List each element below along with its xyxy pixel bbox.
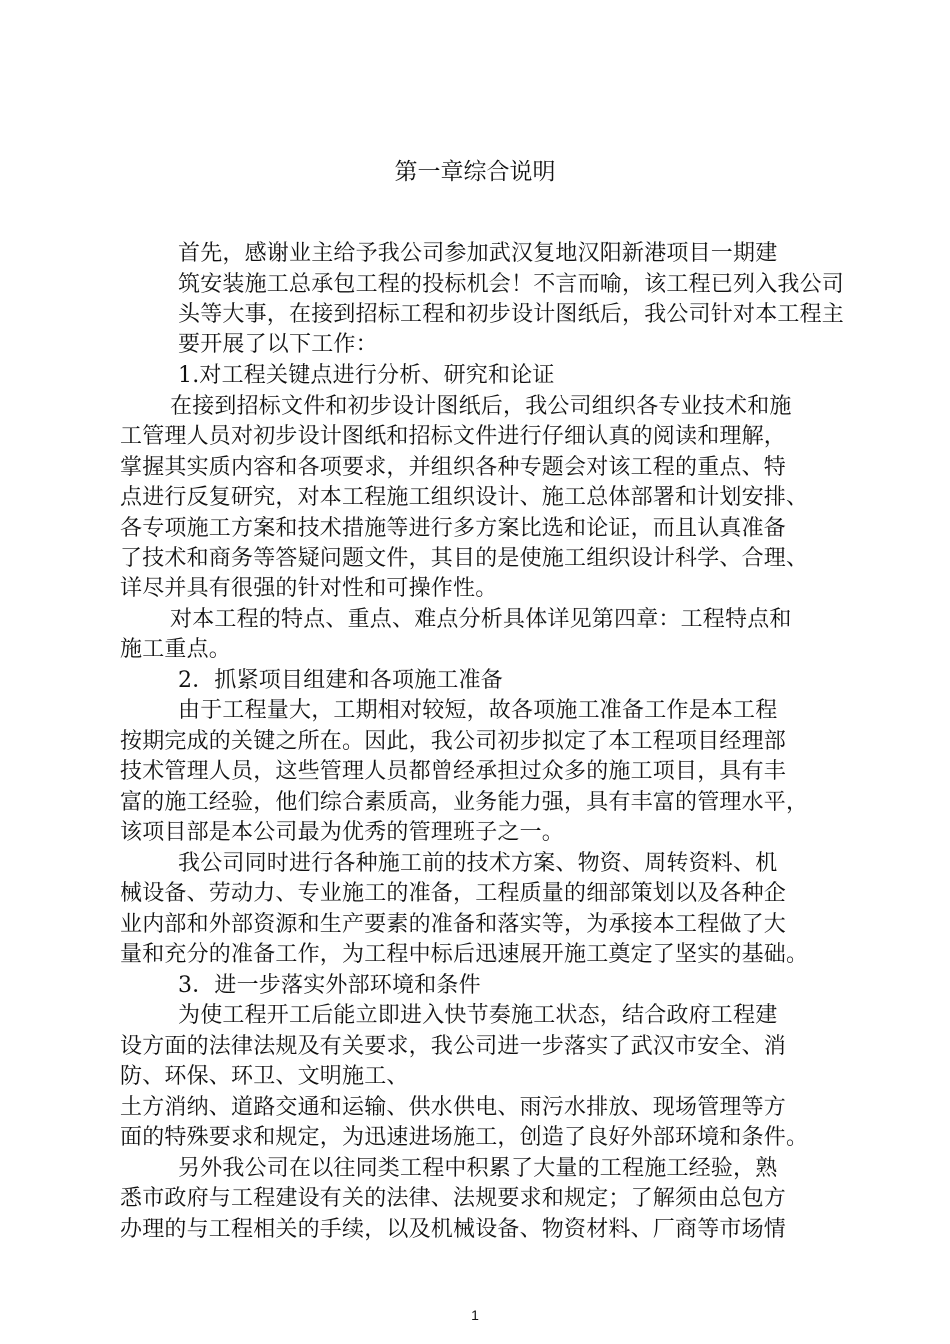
body-line: 由于工程量大，工期相对较短，故各项施工准备工作是本工程	[178, 698, 778, 723]
body-line: 详尽并具有很强的针对性和可操作性。	[120, 576, 498, 601]
body-line: 悉市政府与工程建设有关的法律、法规要求和规定；了解须由总包方	[120, 1186, 787, 1211]
body-line: 面的特殊要求和规定，为迅速进场施工，创造了良好外部环境和条件。	[120, 1125, 809, 1150]
body-line: 土方消纳、道路交通和运输、供水供电、雨污水排放、现场管理等方	[120, 1095, 787, 1120]
body-line: 业内部和外部资源和生产要素的准备和落实等，为承接本工程做了大	[120, 912, 787, 937]
body-line: 防、环保、环卫、文明施工、	[120, 1064, 409, 1089]
body-line: 要开展了以下工作：	[178, 332, 378, 357]
body-line: 办理的与工程相关的手续，以及机械设备、物资材料、厂商等市场情	[120, 1217, 787, 1242]
body-line: 按期完成的关键之所在。因此，我公司初步拟定了本工程项目经理部	[120, 729, 787, 754]
body-line: 2．抓紧项目组建和各项施工准备	[178, 668, 503, 693]
chapter-title: 第一章综合说明	[394, 159, 556, 185]
body-line: 施工重点。	[120, 637, 232, 662]
body-line: 点进行反复研究，对本工程施工组织设计、施工总体部署和计划安排、	[120, 485, 809, 510]
body-line: 在接到招标文件和初步设计图纸后，我公司组织各专业技术和施	[170, 394, 792, 419]
page-number: 1	[471, 1307, 479, 1323]
body-line: 各专项施工方案和技术措施等进行多方案比选和论证，而且认真准备	[120, 516, 787, 541]
body-line: 了技术和商务等答疑问题文件，其目的是使施工组织设计科学、合理、	[120, 546, 809, 571]
body-line: 对本工程的特点、重点、难点分析具体详见第四章：工程特点和	[170, 607, 792, 632]
body-line: 为使工程开工后能立即进入快节奏施工状态，结合政府工程建	[178, 1003, 778, 1028]
body-line: 械设备、劳动力、专业施工的准备，工程质量的细部策划以及各种企	[120, 881, 787, 906]
body-line: 设方面的法律法规及有关要求，我公司进一步落实了武汉市安全、消	[120, 1034, 787, 1059]
body-line: 技术管理人员，这些管理人员都曾经承担过众多的施工项目，具有丰	[120, 759, 787, 784]
body-line: 工管理人员对初步设计图纸和招标文件进行仔细认真的阅读和理解，	[120, 424, 787, 449]
body-line: 另外我公司在以往同类工程中积累了大量的工程施工经验，熟	[178, 1156, 778, 1181]
body-line: 首先，感谢业主给予我公司参加武汉复地汉阳新港项目一期建	[178, 241, 778, 266]
body-line: 该项目部是本公司最为优秀的管理班子之一。	[120, 820, 565, 845]
body-line: 头等大事，在接到招标工程和初步设计图纸后，我公司针对本工程主	[178, 302, 845, 327]
body-line: 3．进一步落实外部环境和条件	[178, 973, 481, 998]
body-line: 1.对工程关键点进行分析、研究和论证	[178, 363, 555, 388]
body-line: 掌握其实质内容和各项要求，并组织各种专题会对该工程的重点、特	[120, 455, 787, 480]
body-line: 量和充分的准备工作，为工程中标后迅速展开施工奠定了坚实的基础。	[120, 942, 809, 967]
body-line: 我公司同时进行各种施工前的技术方案、物资、周转资料、机	[178, 851, 778, 876]
body-line: 富的施工经验，他们综合素质高，业务能力强，具有丰富的管理水平，	[120, 790, 809, 815]
body-line: 筑安装施工总承包工程的投标机会！不言而喻，该工程已列入我公司	[178, 272, 845, 297]
